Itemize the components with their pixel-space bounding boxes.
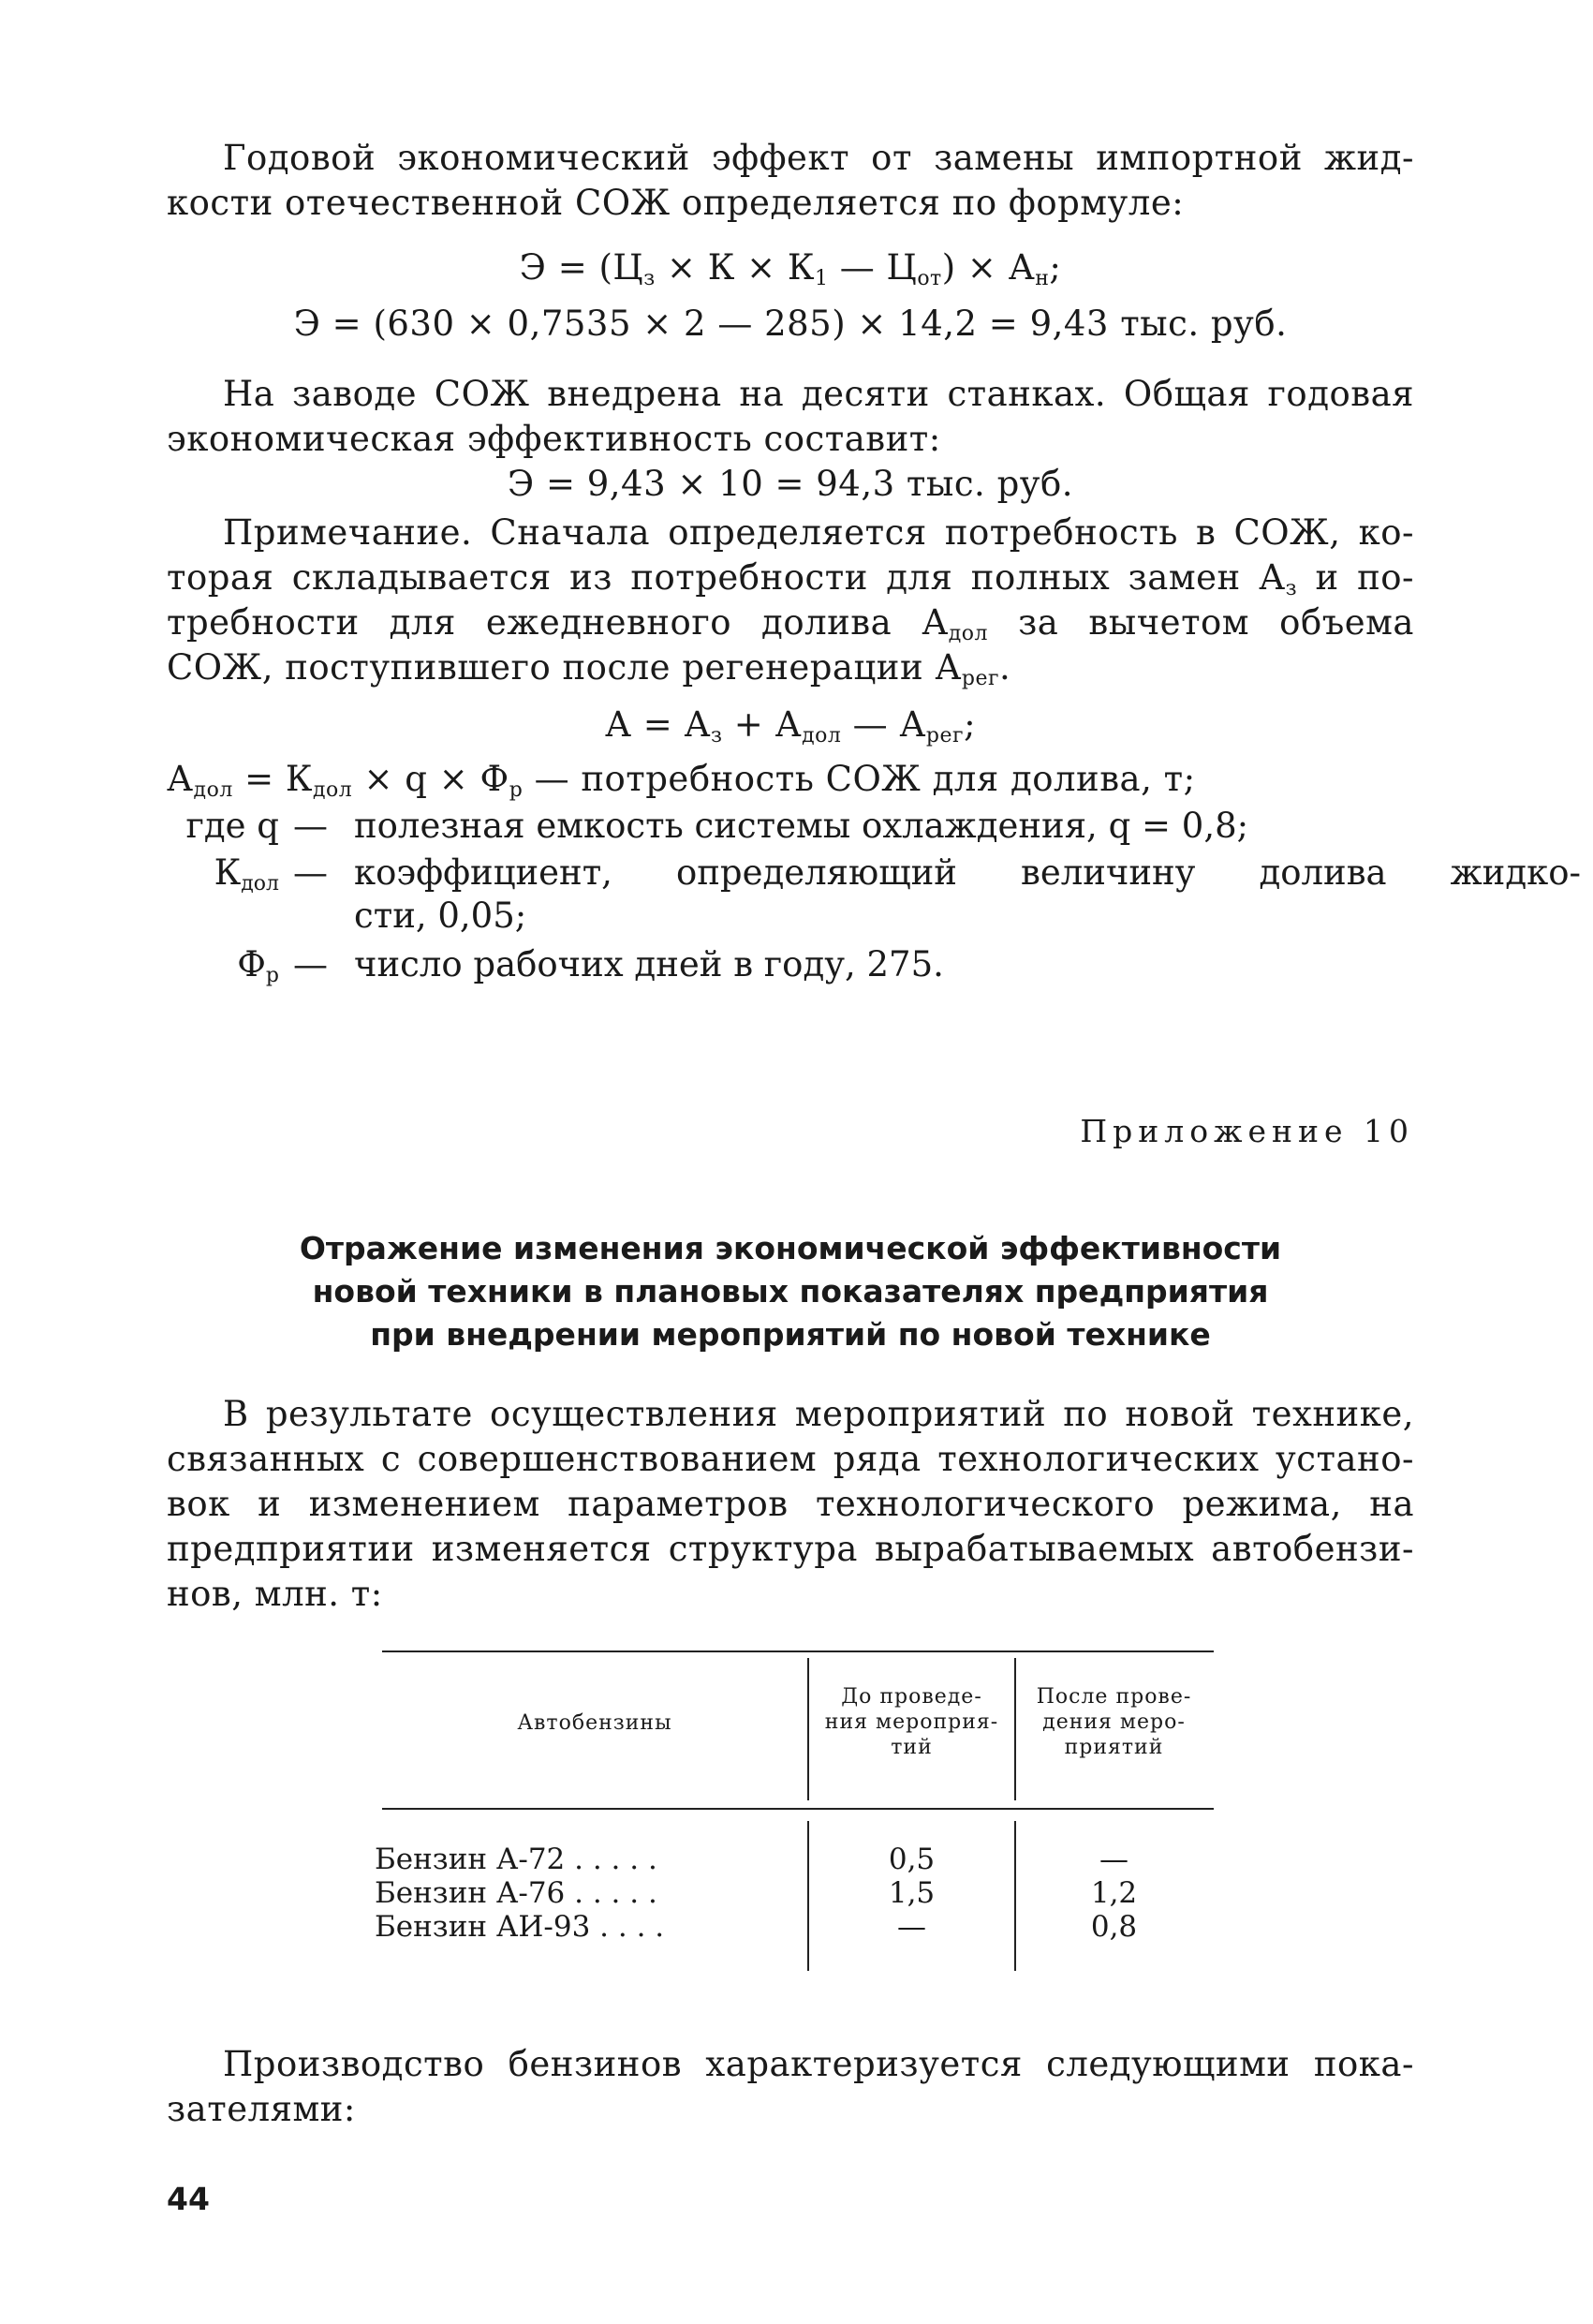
table-row-3-before: — bbox=[897, 1910, 926, 1944]
table-row-1-name: Бензин А-72 . . . . . bbox=[375, 1843, 657, 1876]
table-body-divider-2 bbox=[1014, 1821, 1016, 1971]
table-header-divider-1 bbox=[807, 1658, 809, 1800]
formula-legend: где q — полезная емкость системы охлаждения, q = 0,8; $К_{дол}$ — коэффициент, определяющий величину долива жидко- сти, 0,05; $Ф_р$ — число рабочих дней в году, 275. bbox=[185, 806, 1581, 987]
table-row-2-before: 1,5 bbox=[888, 1876, 936, 1910]
body-line-5: нов, млн. т: bbox=[167, 1574, 383, 1614]
table-row-2-after: 1,2 bbox=[1090, 1876, 1138, 1910]
intro-line-1: Годовой экономический эффект от замены импортной жид- bbox=[223, 138, 1414, 178]
formula-effect: $Э = (Ц_з \times К \times К_1$ — $Ц_{от}) \times А_н$; bbox=[519, 247, 1062, 290]
formula-total-effect: Э = 9,43 × 10 = 94,3 тыс. руб. bbox=[507, 464, 1074, 504]
formula-demand: $А = А_з + А_{дол}$ — $А_{рег}$; bbox=[604, 704, 977, 748]
note-line-2: торая складывается из потребности для полных замен $А_з$ и по- bbox=[167, 557, 1415, 600]
closing-line-2: зателями: bbox=[167, 2089, 356, 2129]
page-number: 44 bbox=[167, 2181, 210, 2217]
closing-line-1: Производство бензинов характеризуется следующими пока- bbox=[223, 2044, 1414, 2084]
para2-line-1: На заводе СОЖ внедрена на десяти станках. Общая годовая bbox=[223, 374, 1414, 414]
table-body-divider-1 bbox=[807, 1821, 809, 1971]
section-title-line-3: при внедрении мероприятий по новой технике bbox=[370, 1316, 1211, 1353]
table-row-3-name: Бензин АИ-93 . . . . bbox=[375, 1910, 665, 1944]
section-title-line-1: Отражение изменения экономической эффективности bbox=[299, 1230, 1282, 1266]
note-line-3: требности для ежедневного долива $А_{дол}$ за вычетом объема bbox=[167, 602, 1414, 645]
appendix-label: Приложение 10 bbox=[1080, 1113, 1414, 1149]
table-row-2-name: Бензин А-76 . . . . . bbox=[375, 1876, 657, 1910]
table-top-rule bbox=[382, 1650, 1214, 1652]
para2-line-2: экономическая эффективность составит: bbox=[167, 419, 941, 459]
table-row-3-after: 0,8 bbox=[1090, 1910, 1138, 1944]
note-line-1: Примечание. Сначала определяется потребность в СОЖ, ко- bbox=[223, 512, 1414, 553]
body-line-4: предприятии изменяется структура вырабатываемых автобензи- bbox=[167, 1529, 1414, 1569]
body-line-3: вок и изменением параметров технологического режима, на bbox=[167, 1484, 1414, 1524]
table-header-before: До проведе- ния мероприя- тий bbox=[824, 1685, 999, 1759]
table-row-1-after: — bbox=[1099, 1843, 1128, 1876]
formula-top-up: $А_{дол} = К_{дол} \times q \times Ф_р$ — потребность СОЖ для долива, т; bbox=[167, 759, 1196, 802]
note-line-4: СОЖ, поступившего после регенерации $А_{рег}$. bbox=[167, 647, 1011, 690]
table-header-after: После прове- дения меро- приятий bbox=[1036, 1685, 1192, 1759]
table-header-rule bbox=[382, 1808, 1214, 1810]
formula-calculation: Э = (630 × 0,7535 × 2 — 285) × 14,2 = 9,43 тыс. руб. bbox=[293, 303, 1288, 344]
table-row-1-before: 0,5 bbox=[888, 1843, 936, 1876]
table-header-divider-2 bbox=[1014, 1658, 1016, 1800]
table-header-gasoline: Автобензины bbox=[517, 1711, 672, 1735]
body-line-1: В результате осуществления мероприятий по новой технике, bbox=[223, 1394, 1414, 1434]
section-title-line-2: новой техники в плановых показателях предприятия bbox=[312, 1273, 1269, 1310]
intro-line-2: кости отечественной СОЖ определяется по формуле: bbox=[167, 183, 1185, 223]
body-line-2: связанных с совершенствованием ряда технологических устано- bbox=[167, 1439, 1414, 1479]
